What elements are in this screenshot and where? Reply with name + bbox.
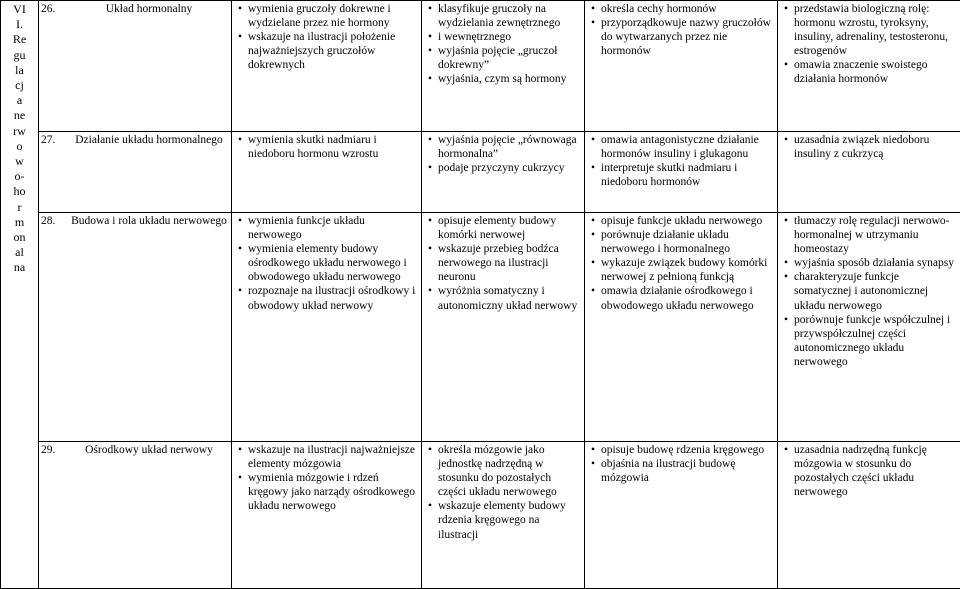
requirements-cell-1: [232, 213, 422, 442]
list-item: • wyjaśnia pojęcie „gruczoł dokrewny”: [438, 44, 582, 72]
requirements-cell-4-list: [780, 214, 958, 369]
section-label-part: gu: [2, 48, 37, 63]
list-item: • wskazuje na ilustracji najważniejsze elementy mózgowia: [248, 443, 419, 471]
section-label-part: w: [2, 154, 37, 169]
requirements-cell-3-list: [587, 214, 775, 313]
list-item: • objaśnia na ilustracji budowę mózgowia: [601, 457, 775, 485]
requirements-cell-1-list: [234, 2, 419, 72]
list-item: • opisuje budowę rdzenia kręgowego: [601, 443, 775, 457]
list-item: • rozpoznaje na ilustracji ośrodkowy i obwodowy układ nerwowy: [248, 284, 419, 312]
section-label: [1, 1, 39, 589]
requirements-cell-4-list: [780, 2, 958, 87]
list-item: • omawia antagonistyczne działanie hormonów insuliny i glukagonu: [601, 133, 775, 161]
list-item: • wyjaśnia sposób działania synapsy: [794, 256, 958, 270]
list-item: • uzasadnia związek niedoboru insuliny z cukrzycą: [794, 133, 958, 161]
list-item: • wyjaśnia pojęcie „równowaga hormonalna”: [438, 133, 582, 161]
requirements-cell-4-list: [780, 443, 958, 499]
requirements-cell-4: [778, 132, 960, 213]
requirements-cell-3: [585, 1, 778, 132]
list-item: • wymienia skutki nadmiaru i niedoboru hormonu wzrostu: [248, 133, 419, 161]
section-label-part: VI: [2, 2, 37, 17]
requirements-cell-3-list: [587, 443, 775, 485]
list-item: • omawia działanie ośrodkowego i obwodowego układu nerwowego: [601, 284, 775, 312]
section-label-part: rw: [2, 124, 37, 139]
section-label-part: al: [2, 245, 37, 260]
list-item: • omawia znaczenie swoistego działania hormonów: [794, 58, 958, 86]
list-item: • porównuje funkcje współczulnej i przywspółczulnej części autonomicznego układu nerwowego: [794, 313, 958, 369]
requirements-cell-3-list: [587, 2, 775, 58]
requirements-cell-2: [422, 442, 585, 589]
lesson-topic: Budowa i rola układu nerwowego: [41, 214, 229, 228]
list-item: • przyporządkowuje nazwy gruczołów do wytwarzanych przez nie hormonów: [601, 16, 775, 58]
list-item: • określa cechy hormonów: [601, 2, 775, 16]
section-label-part: on: [2, 230, 37, 245]
list-item: • uzasadnia nadrzędną funkcję mózgowia w stosunku do pozostałych części układu nerwowego: [794, 443, 958, 499]
lesson-topic-cell: [39, 1, 232, 132]
list-item: • charakteryzuje funkcje somatycznej i autonomicznej układu nerwowego: [794, 270, 958, 312]
section-label-part: ne: [2, 108, 37, 123]
requirements-cell-4: [778, 442, 960, 589]
lesson-topic-cell: [39, 213, 232, 442]
section-label-part: la: [2, 63, 37, 78]
list-item: • wskazuje elementy budowy rdzenia kręgowego na ilustracji: [438, 499, 582, 541]
section-label-part: ho: [2, 184, 37, 199]
list-item: • porównuje działanie układu nerwowego i hormonalnego: [601, 228, 775, 256]
section-label-part: m: [2, 215, 37, 230]
lesson-number: 28.: [41, 214, 69, 228]
table-row: [1, 1, 960, 132]
requirements-cell-2-list: [424, 214, 582, 313]
lesson-topic-cell: [39, 442, 232, 589]
lesson-topic: Układ hormonalny: [41, 2, 229, 16]
section-label-part: Re: [2, 32, 37, 47]
list-item: • tłumaczy rolę regulacji nerwowo-hormonalnej w utrzymaniu homeostazy: [794, 214, 958, 256]
requirements-cell-1-list: [234, 133, 419, 161]
requirements-cell-2: [422, 213, 585, 442]
lesson-number: 29.: [41, 443, 69, 457]
list-item: • wskazuje na ilustracji położenie najważniejszych gruczołów dokrewnych: [248, 30, 419, 72]
requirements-cell-2-list: [424, 2, 582, 87]
list-item: • wyjaśnia, czym są hormony: [438, 72, 582, 86]
section-label-part: r: [2, 200, 37, 215]
section-label-part: a: [2, 93, 37, 108]
requirements-cell-1-list: [234, 214, 419, 313]
list-item: • wykazuje związek budowy komórki nerwowej z pełnioną funkcją: [601, 256, 775, 284]
requirements-cell-4: [778, 213, 960, 442]
requirements-cell-3: [585, 442, 778, 589]
list-item: • interpretuje skutki nadmiaru i niedoboru hormonów: [601, 161, 775, 189]
requirements-cell-1: [232, 442, 422, 589]
section-label-part: o: [2, 139, 37, 154]
list-item: • opisuje funkcje układu nerwowego: [601, 214, 775, 228]
requirements-cell-3: [585, 213, 778, 442]
section-label-part: cj: [2, 78, 37, 93]
requirements-cell-3-list: [587, 133, 775, 189]
list-item: • opisuje elementy budowy komórki nerwowej: [438, 214, 582, 242]
requirements-cell-2-list: [424, 133, 582, 175]
requirements-cell-1: [232, 132, 422, 213]
requirements-cell-3: [585, 132, 778, 213]
lesson-topic: Ośrodkowy układ nerwowy: [41, 443, 229, 457]
list-item: • wskazuje przebieg bodźca nerwowego na ilustracji neuronu: [438, 242, 582, 284]
list-item: • klasyfikuje gruczoły na wydzielania zewnętrznego: [438, 2, 582, 30]
list-item: • wymienia mózgowie i rdzeń kręgowy jako narządy ośrodkowego układu nerwowego: [248, 471, 419, 513]
lesson-number: 26.: [41, 2, 69, 16]
requirements-cell-1: [232, 1, 422, 132]
list-item: • podaje przyczyny cukrzycy: [438, 161, 582, 175]
requirements-cell-2: [422, 132, 585, 213]
requirements-cell-2-list: [424, 443, 582, 542]
list-item: • i wewnętrznego: [438, 30, 582, 44]
list-item: • wymienia elementy budowy ośrodkowego układu nerwowego i obwodowego układu nerwowego: [248, 242, 419, 284]
section-label-part: o-: [2, 169, 37, 184]
requirements-cell-4: [778, 1, 960, 132]
requirements-cell-2: [422, 1, 585, 132]
lesson-number: 27.: [41, 133, 69, 147]
lesson-topic-cell: [39, 132, 232, 213]
table-row: [1, 132, 960, 213]
list-item: • określa mózgowie jako jednostkę nadrzędną w stosunku do pozostałych części układu nerwowego: [438, 443, 582, 499]
list-item: • wymienia funkcje układu nerwowego: [248, 214, 419, 242]
section-label-part: I.: [2, 17, 37, 32]
lesson-topic: Działanie układu hormonalnego: [41, 133, 229, 147]
requirements-cell-4-list: [780, 133, 958, 161]
section-label-part: na: [2, 260, 37, 275]
list-item: • wyróżnia somatyczny i autonomiczny układ nerwowy: [438, 284, 582, 312]
list-item: • wymienia gruczoły dokrewne i wydzielane przez nie hormony: [248, 2, 419, 30]
table-row: [1, 213, 960, 442]
list-item: • przedstawia biologiczną rolę: hormonu wzrostu, tyroksyny, insuliny, adrenaliny, testosteronu, estrogenów: [794, 2, 958, 58]
table-row: [1, 442, 960, 589]
requirements-cell-1-list: [234, 443, 419, 513]
